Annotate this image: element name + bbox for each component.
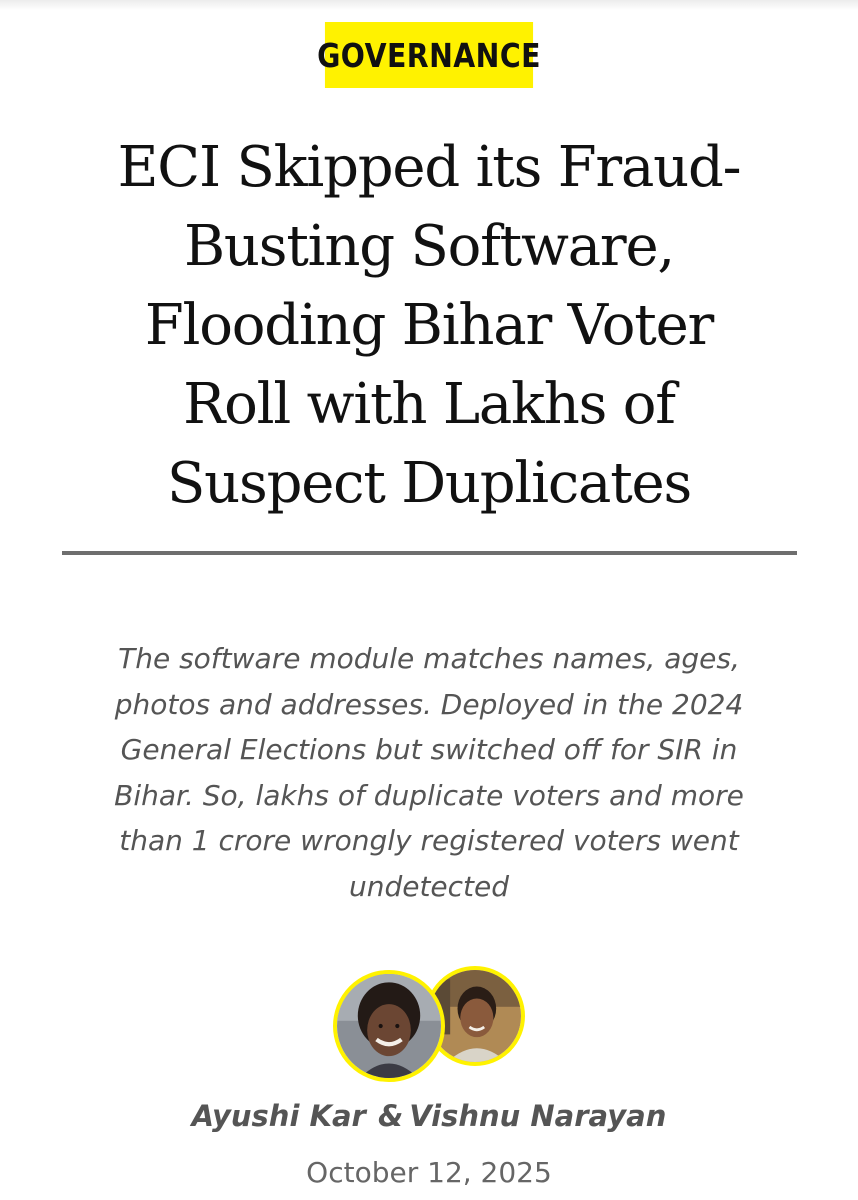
headline-divider (62, 551, 797, 555)
summary-line: than 1 crore wrongly registered voters went (119, 824, 739, 857)
summary-line: undetected (348, 869, 510, 903)
headline-line: Suspect Duplicates (167, 451, 691, 516)
author-link[interactable]: Ayushi Kar (191, 1099, 366, 1133)
headline-line: ECI Skipped its Fraud- (117, 135, 741, 200)
headline-line: Busting Software, (183, 214, 675, 279)
byline-separator: & (377, 1099, 404, 1133)
category-badge[interactable]: GOVERNANCE (325, 22, 533, 88)
article-summary (60, 636, 798, 909)
summary-line: Bihar. So, lakhs of duplicate voters and more (114, 778, 744, 812)
publish-date: October 12, 2025 (306, 1156, 552, 1189)
top-shade (0, 0, 858, 10)
author-avatars (333, 966, 525, 1078)
headline-line: Flooding Bihar Voter (144, 293, 714, 358)
article-headline (40, 128, 818, 523)
summary-line: photos and addresses. Deployed in the 2024 (114, 687, 744, 721)
headline-line: Roll with Lakhs of (183, 372, 675, 437)
byline (0, 1099, 858, 1133)
author-avatar-ayushi[interactable] (333, 970, 445, 1082)
summary-line: General Elections but switched off for SIR in (120, 733, 738, 766)
author-link[interactable]: Vishnu Narayan (409, 1099, 667, 1133)
summary-line: The software module matches names, ages, (118, 642, 740, 675)
person-photo-icon (337, 974, 441, 1078)
